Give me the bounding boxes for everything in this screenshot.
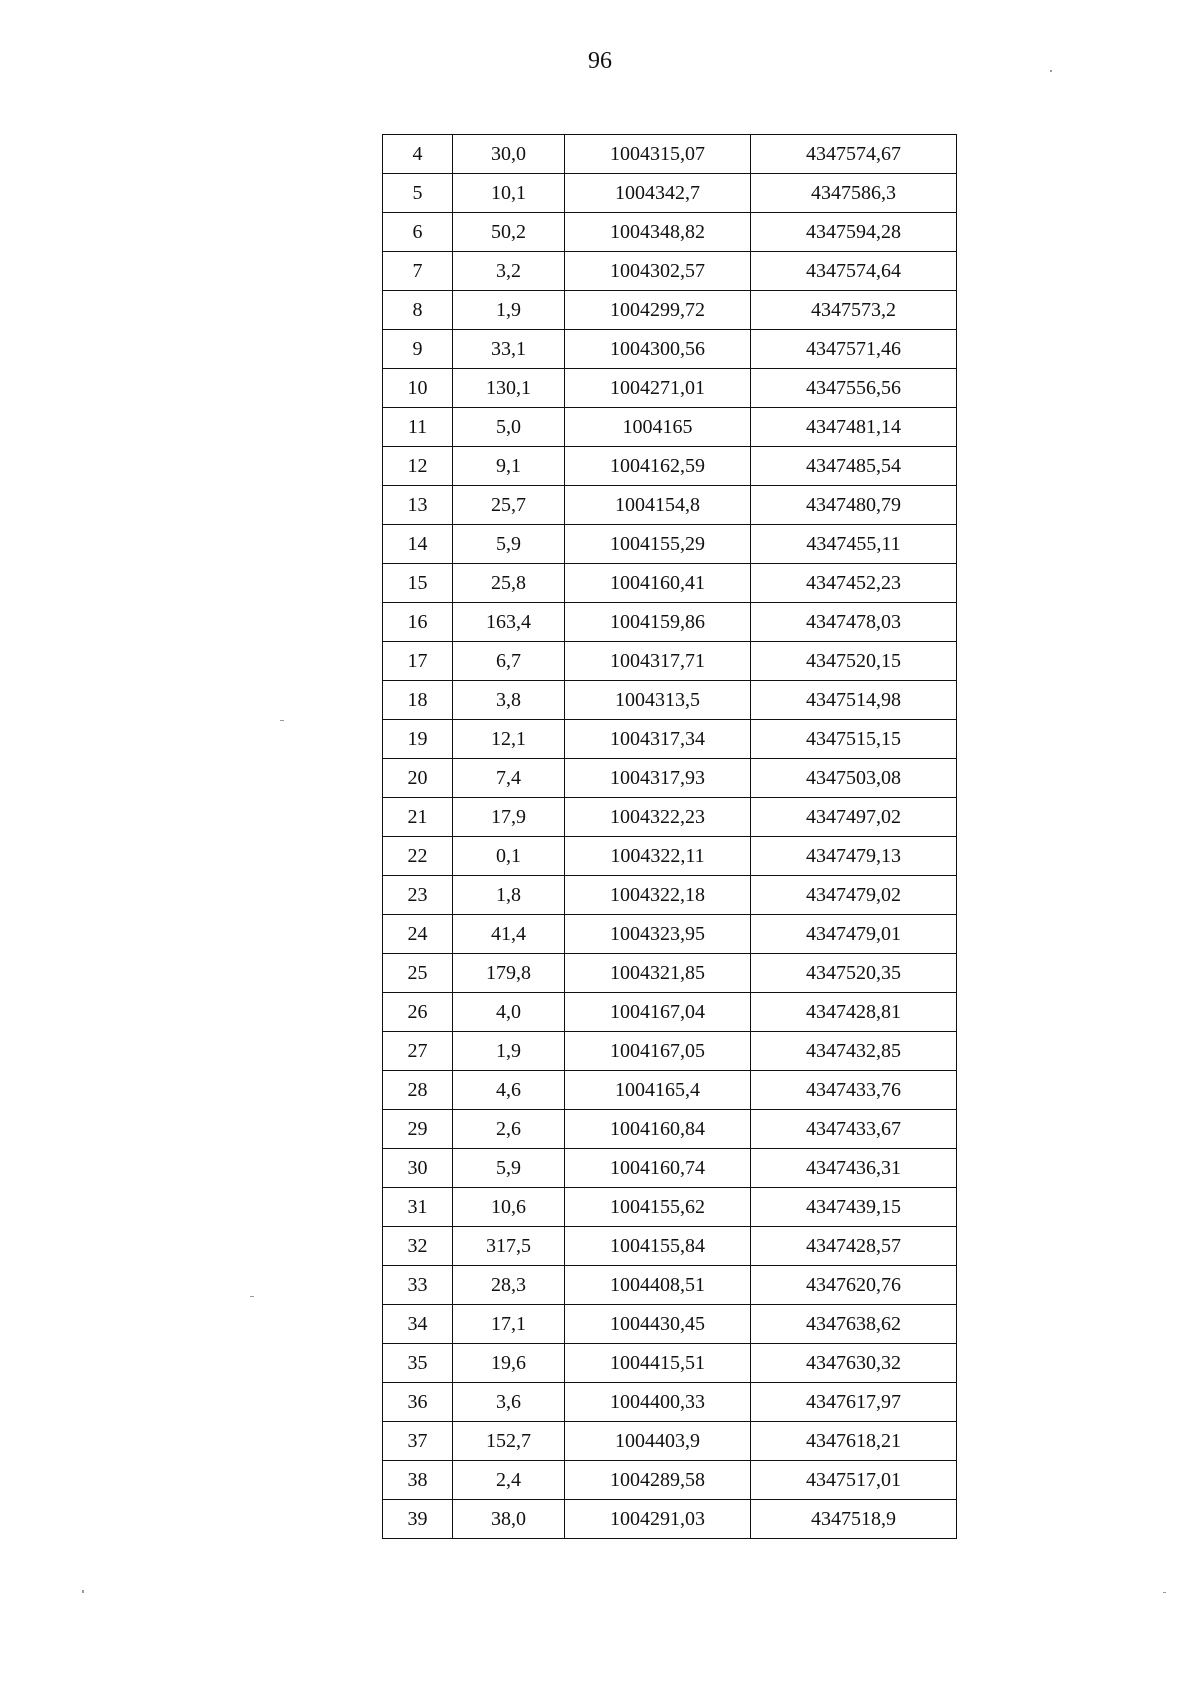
table-row [383, 915, 957, 954]
x-coordinate-cell: 1004342,7 [565, 174, 751, 213]
table-row [383, 369, 957, 408]
table-row [383, 447, 957, 486]
scan-speck [82, 1590, 84, 1593]
point-number-cell: 18 [383, 681, 453, 720]
x-coordinate-cell: 1004400,33 [565, 1383, 751, 1422]
segment-length-cell: 317,5 [453, 1227, 565, 1266]
segment-length-cell: 5,0 [453, 408, 565, 447]
table-row [383, 1071, 957, 1110]
table-row [383, 603, 957, 642]
segment-length-cell: 5,9 [453, 525, 565, 564]
point-number-cell: 9 [383, 330, 453, 369]
segment-length-cell: 50,2 [453, 213, 565, 252]
x-coordinate-cell: 1004155,29 [565, 525, 751, 564]
point-number-cell: 33 [383, 1266, 453, 1305]
y-coordinate-cell: 4347433,67 [751, 1110, 957, 1149]
page-number: 96 [588, 48, 612, 74]
x-coordinate-cell: 1004162,59 [565, 447, 751, 486]
point-number-cell: 22 [383, 837, 453, 876]
table-row [383, 798, 957, 837]
x-coordinate-cell: 1004289,58 [565, 1461, 751, 1500]
point-number-cell: 10 [383, 369, 453, 408]
table-row [383, 1422, 957, 1461]
y-coordinate-cell: 4347480,79 [751, 486, 957, 525]
x-coordinate-cell: 1004415,51 [565, 1344, 751, 1383]
x-coordinate-cell: 1004159,86 [565, 603, 751, 642]
segment-length-cell: 5,9 [453, 1149, 565, 1188]
table-row [383, 1149, 957, 1188]
y-coordinate-cell: 4347574,64 [751, 252, 957, 291]
segment-length-cell: 4,0 [453, 993, 565, 1032]
table-row [383, 1266, 957, 1305]
x-coordinate-cell: 1004165,4 [565, 1071, 751, 1110]
x-coordinate-cell: 1004430,45 [565, 1305, 751, 1344]
y-coordinate-cell: 4347620,76 [751, 1266, 957, 1305]
point-number-cell: 38 [383, 1461, 453, 1500]
x-coordinate-cell: 1004160,84 [565, 1110, 751, 1149]
table-row [383, 642, 957, 681]
point-number-cell: 13 [383, 486, 453, 525]
x-coordinate-cell: 1004315,07 [565, 135, 751, 174]
segment-length-cell: 30,0 [453, 135, 565, 174]
x-coordinate-cell: 1004322,23 [565, 798, 751, 837]
point-number-cell: 35 [383, 1344, 453, 1383]
table-row [383, 408, 957, 447]
scan-speck [280, 720, 284, 721]
segment-length-cell: 4,6 [453, 1071, 565, 1110]
point-number-cell: 37 [383, 1422, 453, 1461]
segment-length-cell: 3,6 [453, 1383, 565, 1422]
point-number-cell: 21 [383, 798, 453, 837]
table-row [383, 330, 957, 369]
table-row [383, 1227, 957, 1266]
y-coordinate-cell: 4347594,28 [751, 213, 957, 252]
x-coordinate-cell: 1004317,71 [565, 642, 751, 681]
y-coordinate-cell: 4347520,15 [751, 642, 957, 681]
segment-length-cell: 163,4 [453, 603, 565, 642]
x-coordinate-cell: 1004313,5 [565, 681, 751, 720]
x-coordinate-cell: 1004348,82 [565, 213, 751, 252]
table-row [383, 759, 957, 798]
y-coordinate-cell: 4347514,98 [751, 681, 957, 720]
table-body [383, 135, 957, 1539]
table-row [383, 174, 957, 213]
table-row [383, 564, 957, 603]
x-coordinate-cell: 1004321,85 [565, 954, 751, 993]
x-coordinate-cell: 1004408,51 [565, 1266, 751, 1305]
segment-length-cell: 10,6 [453, 1188, 565, 1227]
segment-length-cell: 17,9 [453, 798, 565, 837]
x-coordinate-cell: 1004155,84 [565, 1227, 751, 1266]
y-coordinate-cell: 4347433,76 [751, 1071, 957, 1110]
segment-length-cell: 12,1 [453, 720, 565, 759]
table-row [383, 525, 957, 564]
segment-length-cell: 25,7 [453, 486, 565, 525]
point-number-cell: 20 [383, 759, 453, 798]
point-number-cell: 26 [383, 993, 453, 1032]
x-coordinate-cell: 1004403,9 [565, 1422, 751, 1461]
table-row [383, 1032, 957, 1071]
point-number-cell: 34 [383, 1305, 453, 1344]
segment-length-cell: 19,6 [453, 1344, 565, 1383]
point-number-cell: 16 [383, 603, 453, 642]
y-coordinate-cell: 4347485,54 [751, 447, 957, 486]
table-row [383, 1305, 957, 1344]
table-row [383, 213, 957, 252]
x-coordinate-cell: 1004271,01 [565, 369, 751, 408]
table-row [383, 1344, 957, 1383]
segment-length-cell: 38,0 [453, 1500, 565, 1539]
y-coordinate-cell: 4347520,35 [751, 954, 957, 993]
segment-length-cell: 152,7 [453, 1422, 565, 1461]
point-number-cell: 36 [383, 1383, 453, 1422]
y-coordinate-cell: 4347428,57 [751, 1227, 957, 1266]
y-coordinate-cell: 4347586,3 [751, 174, 957, 213]
point-number-cell: 28 [383, 1071, 453, 1110]
y-coordinate-cell: 4347452,23 [751, 564, 957, 603]
x-coordinate-cell: 1004317,93 [565, 759, 751, 798]
y-coordinate-cell: 4347481,14 [751, 408, 957, 447]
point-number-cell: 6 [383, 213, 453, 252]
y-coordinate-cell: 4347518,9 [751, 1500, 957, 1539]
point-number-cell: 23 [383, 876, 453, 915]
point-number-cell: 5 [383, 174, 453, 213]
y-coordinate-cell: 4347574,67 [751, 135, 957, 174]
y-coordinate-cell: 4347573,2 [751, 291, 957, 330]
segment-length-cell: 9,1 [453, 447, 565, 486]
point-number-cell: 15 [383, 564, 453, 603]
x-coordinate-cell: 1004167,04 [565, 993, 751, 1032]
y-coordinate-cell: 4347571,46 [751, 330, 957, 369]
point-number-cell: 12 [383, 447, 453, 486]
table-row [383, 720, 957, 759]
x-coordinate-cell: 1004302,57 [565, 252, 751, 291]
x-coordinate-cell: 1004322,18 [565, 876, 751, 915]
table-row [383, 993, 957, 1032]
x-coordinate-cell: 1004165 [565, 408, 751, 447]
table-row [383, 1383, 957, 1422]
y-coordinate-cell: 4347638,62 [751, 1305, 957, 1344]
x-coordinate-cell: 1004299,72 [565, 291, 751, 330]
segment-length-cell: 17,1 [453, 1305, 565, 1344]
x-coordinate-cell: 1004167,05 [565, 1032, 751, 1071]
segment-length-cell: 6,7 [453, 642, 565, 681]
segment-length-cell: 130,1 [453, 369, 565, 408]
x-coordinate-cell: 1004160,41 [565, 564, 751, 603]
y-coordinate-cell: 4347497,02 [751, 798, 957, 837]
segment-length-cell: 1,9 [453, 1032, 565, 1071]
segment-length-cell: 3,2 [453, 252, 565, 291]
y-coordinate-cell: 4347439,15 [751, 1188, 957, 1227]
table-row [383, 954, 957, 993]
table-row [383, 876, 957, 915]
point-number-cell: 24 [383, 915, 453, 954]
point-number-cell: 11 [383, 408, 453, 447]
point-number-cell: 14 [383, 525, 453, 564]
table-row [383, 1110, 957, 1149]
segment-length-cell: 3,8 [453, 681, 565, 720]
x-coordinate-cell: 1004323,95 [565, 915, 751, 954]
y-coordinate-cell: 4347428,81 [751, 993, 957, 1032]
segment-length-cell: 2,6 [453, 1110, 565, 1149]
segment-length-cell: 28,3 [453, 1266, 565, 1305]
y-coordinate-cell: 4347479,02 [751, 876, 957, 915]
scan-speck [1163, 1592, 1166, 1593]
x-coordinate-cell: 1004154,8 [565, 486, 751, 525]
y-coordinate-cell: 4347479,13 [751, 837, 957, 876]
table-row [383, 252, 957, 291]
segment-length-cell: 1,8 [453, 876, 565, 915]
point-number-cell: 39 [383, 1500, 453, 1539]
scan-speck [1050, 70, 1052, 72]
table-row [383, 1188, 957, 1227]
y-coordinate-cell: 4347432,85 [751, 1032, 957, 1071]
point-number-cell: 8 [383, 291, 453, 330]
y-coordinate-cell: 4347630,32 [751, 1344, 957, 1383]
segment-length-cell: 1,9 [453, 291, 565, 330]
y-coordinate-cell: 4347436,31 [751, 1149, 957, 1188]
segment-length-cell: 0,1 [453, 837, 565, 876]
x-coordinate-cell: 1004291,03 [565, 1500, 751, 1539]
segment-length-cell: 7,4 [453, 759, 565, 798]
point-number-cell: 30 [383, 1149, 453, 1188]
x-coordinate-cell: 1004300,56 [565, 330, 751, 369]
y-coordinate-cell: 4347618,21 [751, 1422, 957, 1461]
table-row [383, 291, 957, 330]
y-coordinate-cell: 4347556,56 [751, 369, 957, 408]
table-row [383, 135, 957, 174]
y-coordinate-cell: 4347617,97 [751, 1383, 957, 1422]
scan-speck [250, 1296, 254, 1297]
y-coordinate-cell: 4347478,03 [751, 603, 957, 642]
y-coordinate-cell: 4347479,01 [751, 915, 957, 954]
y-coordinate-cell: 4347515,15 [751, 720, 957, 759]
segment-length-cell: 33,1 [453, 330, 565, 369]
table-row [383, 1461, 957, 1500]
point-number-cell: 17 [383, 642, 453, 681]
segment-length-cell: 10,1 [453, 174, 565, 213]
table-row [383, 486, 957, 525]
segment-length-cell: 25,8 [453, 564, 565, 603]
point-number-cell: 25 [383, 954, 453, 993]
table-row [383, 837, 957, 876]
table-row [383, 681, 957, 720]
y-coordinate-cell: 4347455,11 [751, 525, 957, 564]
segment-length-cell: 179,8 [453, 954, 565, 993]
x-coordinate-cell: 1004322,11 [565, 837, 751, 876]
x-coordinate-cell: 1004317,34 [565, 720, 751, 759]
segment-length-cell: 2,4 [453, 1461, 565, 1500]
x-coordinate-cell: 1004155,62 [565, 1188, 751, 1227]
y-coordinate-cell: 4347503,08 [751, 759, 957, 798]
coordinates-table [382, 134, 957, 1539]
point-number-cell: 7 [383, 252, 453, 291]
point-number-cell: 19 [383, 720, 453, 759]
point-number-cell: 29 [383, 1110, 453, 1149]
point-number-cell: 4 [383, 135, 453, 174]
point-number-cell: 27 [383, 1032, 453, 1071]
segment-length-cell: 41,4 [453, 915, 565, 954]
y-coordinate-cell: 4347517,01 [751, 1461, 957, 1500]
point-number-cell: 32 [383, 1227, 453, 1266]
x-coordinate-cell: 1004160,74 [565, 1149, 751, 1188]
table-row [383, 1500, 957, 1539]
point-number-cell: 31 [383, 1188, 453, 1227]
